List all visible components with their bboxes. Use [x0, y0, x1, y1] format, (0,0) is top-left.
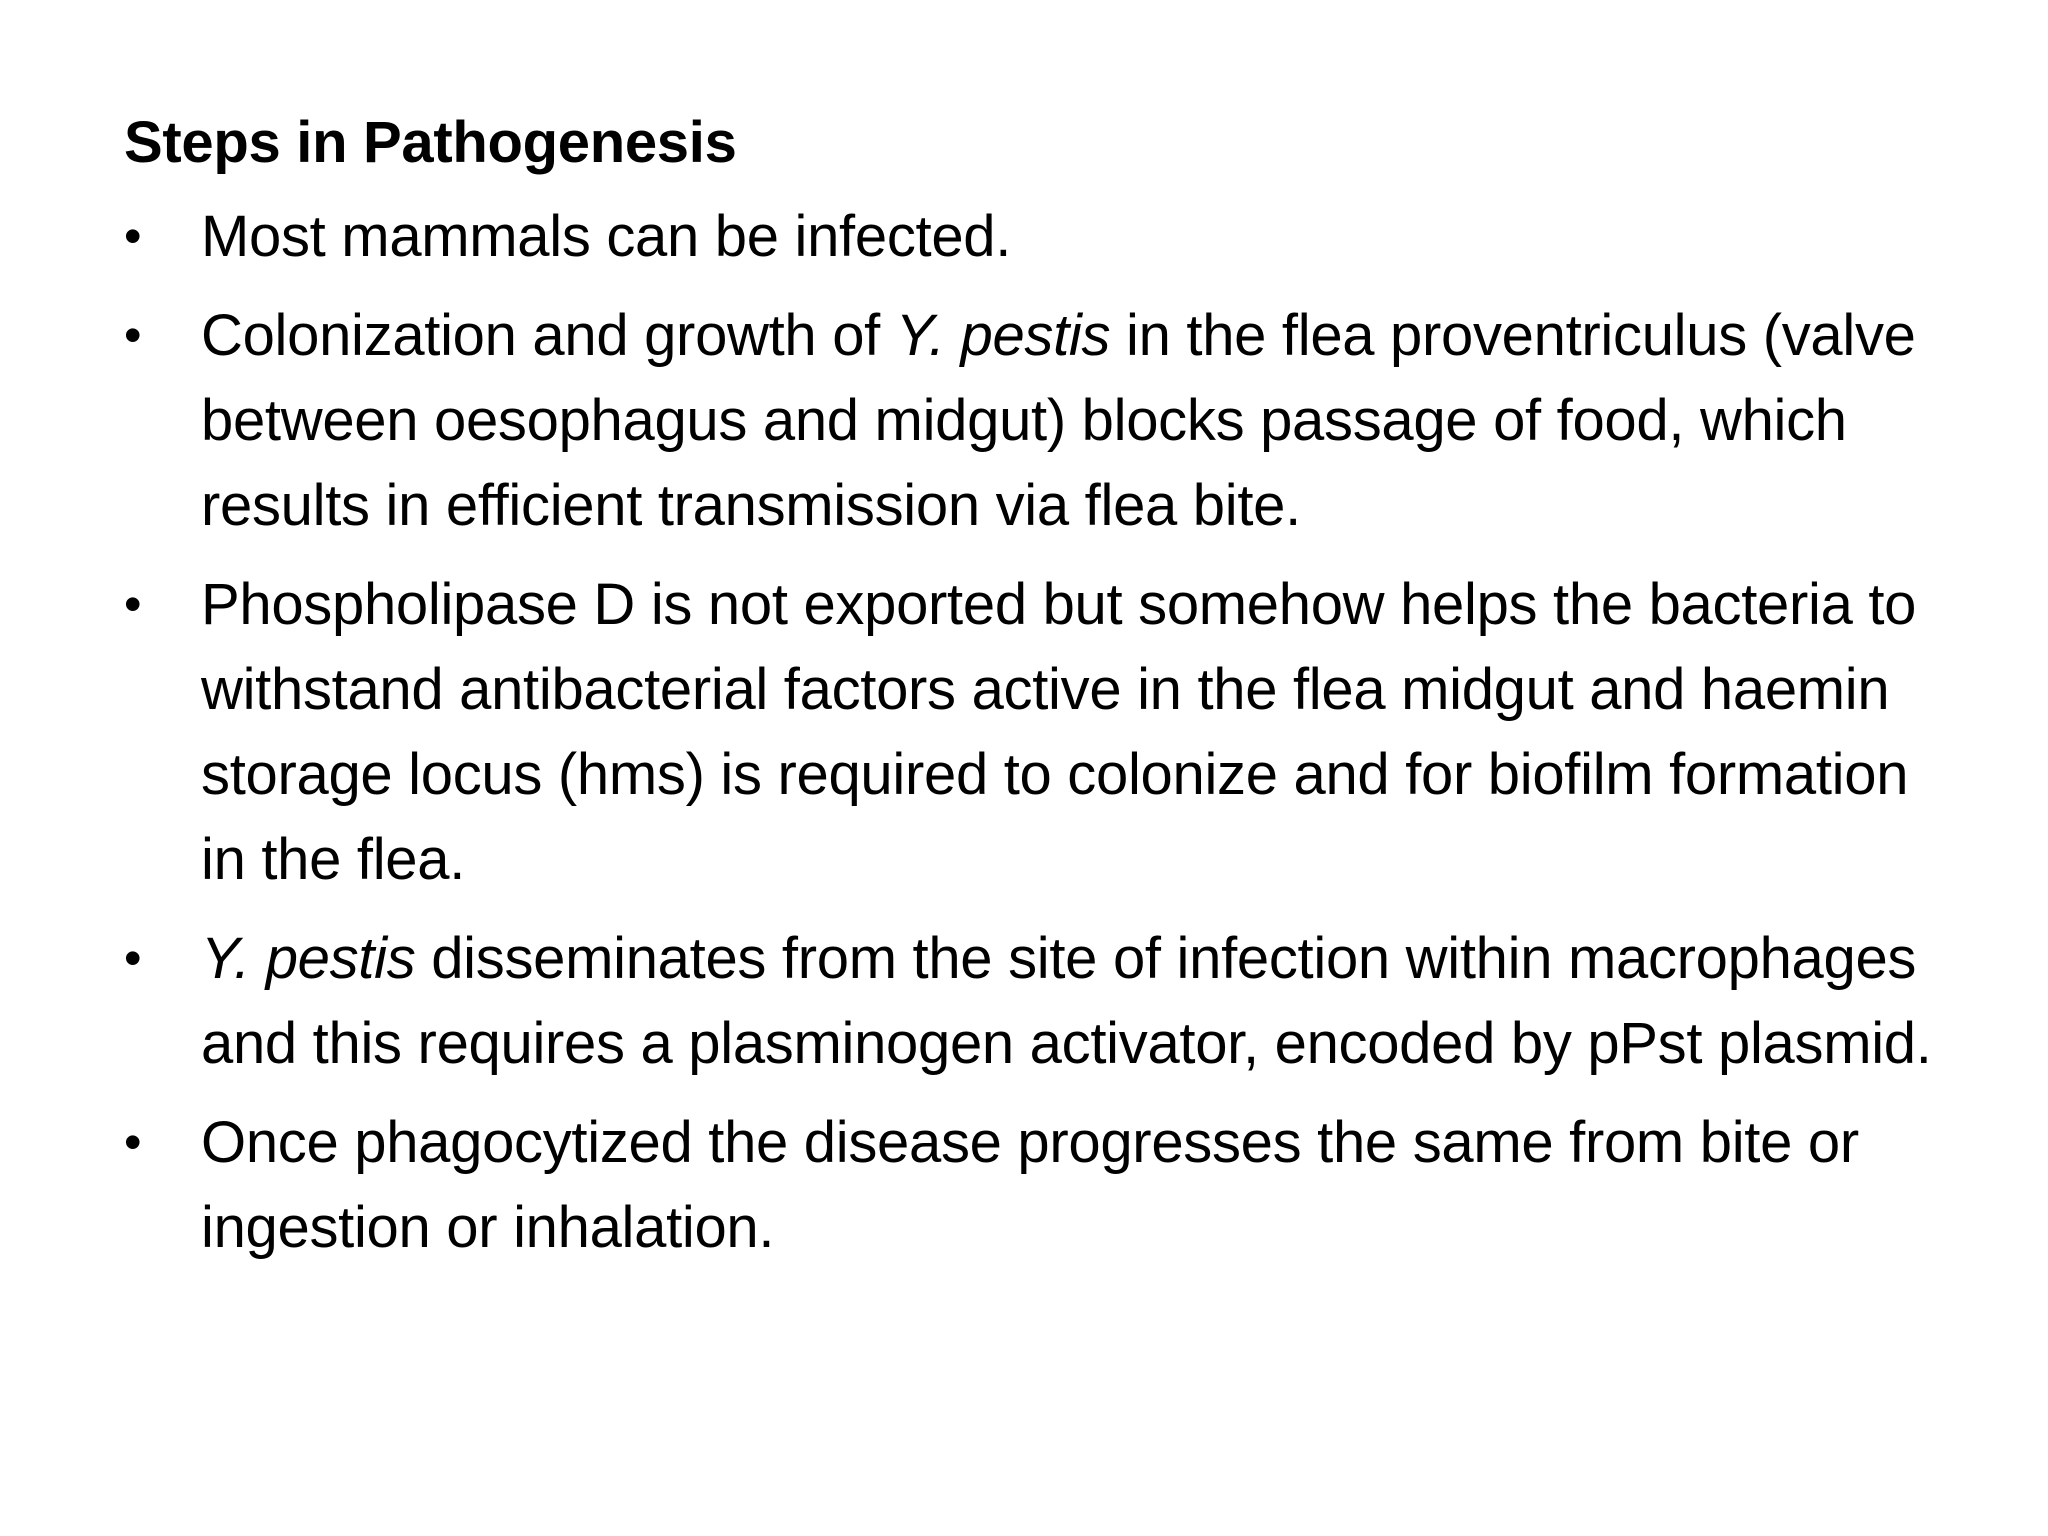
- bullet-text: Phospholipase D is not exported but somehow helps the bacteria to withstand antibacterial factors active in the flea midgut and haemin storage locus (hms) is required to colonize and for biofilm formation in the flea.: [201, 572, 1917, 892]
- bullet-item: [124, 1100, 1954, 1270]
- bullet-icon: •: [124, 930, 142, 986]
- bullet-list: [124, 194, 1954, 1270]
- bullet-text: Most mammals can be infected.: [201, 204, 1012, 269]
- species-name: Y. pestis: [895, 303, 1111, 368]
- bullet-icon: •: [124, 208, 142, 264]
- species-name: Y. pestis: [201, 926, 416, 991]
- bullet-item: [124, 194, 1954, 279]
- slide-heading: Steps in Pathogenesis: [124, 110, 737, 175]
- bullet-icon: •: [124, 576, 142, 632]
- bullet-icon: •: [124, 307, 142, 363]
- bullet-item: [124, 916, 1954, 1086]
- bullet-icon: •: [124, 1114, 142, 1170]
- bullet-text-post: in the flea proventriculus (valve between oesophagus and midgut) blocks passage of food, which results in efficient transmission via flea bite.: [201, 303, 1916, 538]
- bullet-text-pre: Colonization and growth of: [201, 303, 896, 368]
- bullet-item: [124, 293, 1954, 548]
- bullet-item: [124, 562, 1954, 902]
- bullet-text: Once phagocytized the disease progresses the same from bite or ingestion or inhalation.: [201, 1110, 1859, 1260]
- bullet-text-post: disseminates from the site of infection within macrophages and this requires a plasminogen activator, encoded by pPst plasmid.: [201, 926, 1932, 1076]
- slide-content: [124, 100, 1954, 1284]
